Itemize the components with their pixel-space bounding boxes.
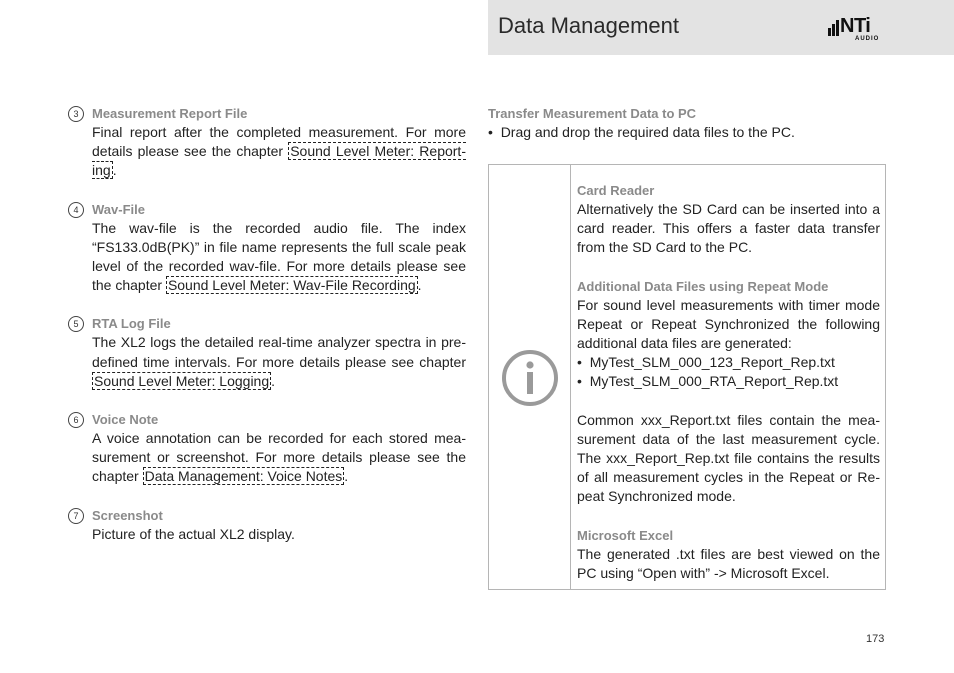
list-item: • MyTest_SLM_000_RTA_Report_Rep.txt (577, 373, 839, 390)
repeat-file-name: MyTest_SLM_000_RTA_Report_Rep.txt (589, 373, 839, 390)
section-body (92, 123, 466, 181)
excel-body: The generated .txt files are best viewed on the PC using “Open with” -> Microsoft Excel. (577, 545, 880, 581)
logo-text: NTi (840, 15, 871, 37)
section-wav-file (73, 200, 466, 296)
section-number-badge: 5 (68, 316, 84, 332)
section-title: Wav-File (92, 201, 145, 217)
info-icon (501, 349, 559, 407)
chapter-link[interactable]: Sound Level Meter: Logging (94, 372, 270, 389)
body-text: The XL2 logs the detailed real-time analyzer spectra in predefined time intervals. For more details please see chapter (92, 334, 466, 370)
chapter-link[interactable]: Sound Level Meter: Wav-File Recording (167, 277, 416, 294)
section-rta-log (73, 314, 466, 391)
body-text-end: . (112, 162, 117, 179)
left-column (73, 104, 466, 563)
section-measurement-report (73, 104, 466, 181)
repeat-mode-title: Additional Data Files using Repeat Mode (577, 278, 829, 294)
body-text-end: . (271, 372, 276, 389)
section-number-badge: 6 (68, 412, 84, 428)
section-title: Screenshot (92, 507, 163, 523)
section-body (92, 333, 466, 391)
section-body (92, 525, 466, 544)
chapter-link[interactable]: Sound Level Meter: Reporting (92, 143, 466, 179)
list-item: • MyTest_SLM_000_123_Report_Rep.txt (577, 354, 835, 371)
section-title: RTA Log File (92, 316, 171, 332)
body-text: Picture of the actual XL2 display. (92, 525, 295, 542)
section-number-badge: 7 (68, 508, 84, 524)
info-box (488, 164, 886, 590)
body-text: A voice annotation can be recorded for each stored measurement or screenshot. For more details please see the chapter (92, 430, 466, 485)
logo-bars-icon (828, 18, 840, 36)
repeat-file-name: MyTest_SLM_000_123_Report_Rep.txt (589, 354, 835, 371)
transfer-bullet: • Drag and drop the required data files to the PC. (488, 124, 795, 140)
body-text: The wav-file is the recorded audio file. The index “FS133.0dB(PK)” in file name represents the full scale peak level of the recorded wav-file. For more details please see the chapter (92, 219, 466, 294)
header-band (488, 0, 954, 55)
section-title: Voice Note (92, 412, 159, 428)
transfer-bullet-text: Drag and drop the required data files to the PC. (500, 124, 795, 140)
info-box-divider (570, 165, 571, 589)
page-title: Data Management (498, 13, 679, 38)
excel-title: Microsoft Excel (577, 527, 674, 543)
card-reader-body: Alternatively the SD Card can be inserted into a card reader. This offers a faster data transfer from the SD Card to the PC. (577, 201, 880, 256)
section-number-badge: 4 (68, 202, 84, 218)
section-body (92, 219, 466, 296)
repeat-mode-body: For sound level measurements with timer mode Repeat or Repeat Synchronized the following additional data files are generated: (577, 296, 880, 352)
transfer-title: Transfer Measurement Data to PC (488, 106, 697, 121)
right-column (488, 104, 886, 142)
section-voice-note (73, 410, 466, 487)
card-reader-title: Card Reader (577, 183, 655, 198)
chapter-link[interactable]: Data Management: Voice Notes (144, 468, 343, 485)
nti-audio-logo (828, 15, 890, 46)
body-text-end: . (417, 277, 422, 294)
common-report-body: Common xxx_Report.txt files contain the measurement data of the last measurement cycle. The xxx_Report_Rep.txt file contains the results of all measurement cycles in the Repeat or Repeat Synchronized mode. (577, 411, 880, 505)
section-title: Measurement Report File (92, 106, 248, 121)
section-screenshot (73, 506, 466, 544)
page-number: 173 (866, 633, 885, 645)
section-number-badge: 3 (68, 106, 84, 122)
logo-sub: AUDIO (855, 36, 880, 42)
section-body (92, 429, 466, 487)
body-text: Final report after the completed measurement. For more details please see the chapter (92, 124, 466, 160)
body-text-end: . (344, 468, 349, 485)
info-box-content (577, 181, 880, 583)
